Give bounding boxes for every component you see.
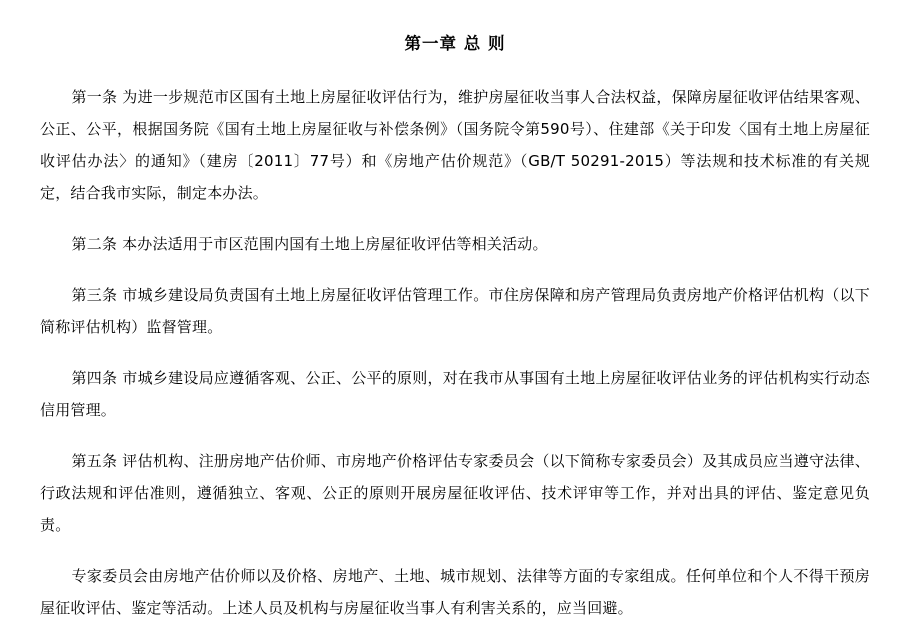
paragraph-article-5: 第五条 评估机构、注册房地产估价师、市房地产价格评估专家委员会（以下简称专家委员会）及其成员应当遵守法律、行政法规和评估准则，遵循独立、客观、公正的原则开展房屋征收评估、技术评审等工作，并对出具的评估、鉴定意见负责。 <box>40 452 870 535</box>
paragraph-article-1: 第一条 为进一步规范市区国有土地上房屋征收评估行为，维护房屋征收当事人合法权益，保障房屋征收评估结果客观、公正、公平，根据国务院《国有土地上房屋征收与补偿条例》（国务院令第590号）、住建部《关于印发〈国有土地上房屋征收评估办法〉的通知》（建房〔2011〕77号）和《房地产估价规范》（GB/T 50291-2015）等法规和技术标准的有关规定，结合我市实际，制定本办法。 <box>40 88 870 203</box>
paragraph-article-2: 第二条 本办法适用于市区范围内国有土地上房屋征收评估等相关活动。 <box>71 235 548 254</box>
page-title: 第一章 总 则 <box>404 34 506 53</box>
document-body <box>40 81 870 624</box>
paragraph-expert-committee: 专家委员会由房地产估价师以及价格、房地产、土地、城市规划、法律等方面的专家组成。任何单位和个人不得干预房屋征收评估、鉴定等活动。上述人员及机构与房屋征收当事人有利害关系的，应当回避。 <box>40 567 870 618</box>
paragraph-article-4: 第四条 市城乡建设局应遵循客观、公正、公平的原则，对在我市从事国有土地上房屋征收评估业务的评估机构实行动态信用管理。 <box>40 369 870 420</box>
paragraph-article-3: 第三条 市城乡建设局负责国有土地上房屋征收评估管理工作。市住房保障和房产管理局负责房地产价格评估机构（以下简称评估机构）监督管理。 <box>40 286 870 337</box>
